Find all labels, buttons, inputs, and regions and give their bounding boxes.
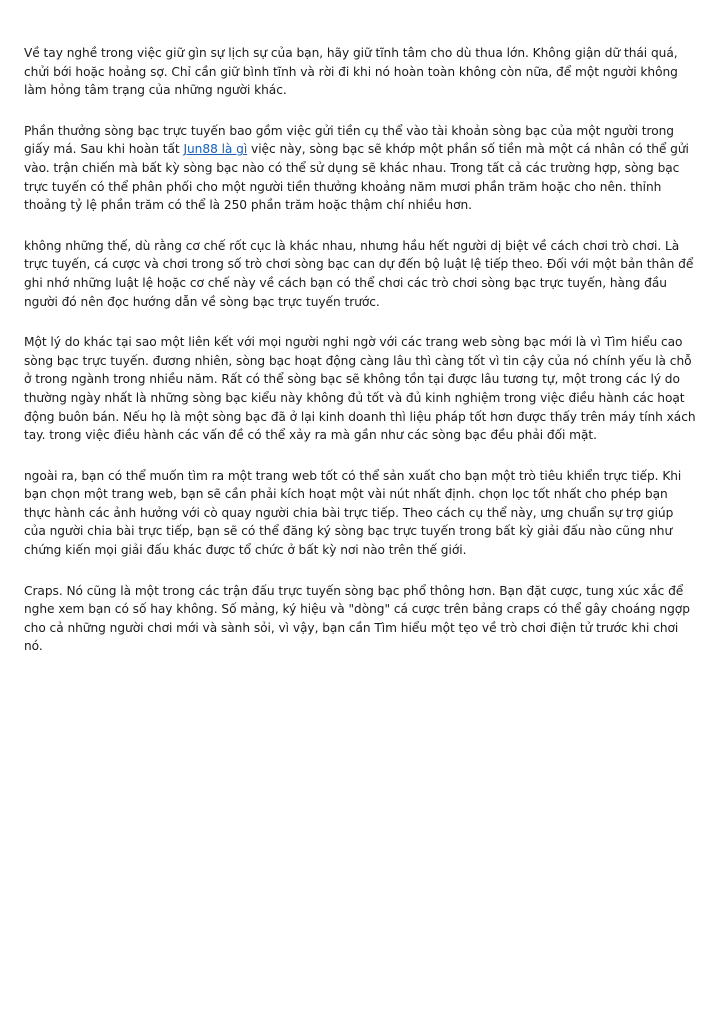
paragraph-reputation: Một lý do khác tại sao một liên kết với mọi người nghi ngờ với các trang web sòng bạc mới là vì Tìm hiểu cao sòng bạc trực tuyến. đương nhiên, sòng bạc hoạt động càng lâu thì càng tốt vì tin cậy của nó chính yếu là chỗ ở trong ngành trong nhiều năm. Rất có thể sòng bạc sẽ không tồn tại được lâu tương tự, một trong các lý do thường ngày nhất là những sòng bạc kiểu này không đủ tốt và đủ kinh nghiệm trong việc điều hành các hoạt động buôn bán. Nếu họ là một sòng bạc đã ở lại kinh doanh thì liệu pháp tốt hơn được thấy trên máy tính xách tay. trong việc điều hành các vấn đề có thể xảy ra mà gần như các sòng bạc đều phải đối mặt. [24, 335, 696, 443]
paragraph-live-dealer: ngoài ra, bạn có thể muốn tìm ra một trang web tốt có thể sản xuất cho bạn một trò tiêu khiển trực tiếp. Khi bạn chọn một trang web, bạn sẽ cần phải kích hoạt một vài nút nhất định. chọn lọc tốt nhất cho phép bạn thực hành các ảnh hưởng với cò quay người chia bài trực tiếp. Theo cách cụ thể này, ưng chuẩn sự trợ giúp của người chia bài trực tiếp, bạn sẽ có thể đăng ký sòng bạc trực tuyến trong bất kỳ giải đấu nào cũng như chứng kiến mọi giải đấu khác được tổ chức ở bất kỳ nơi nào trên thế giới. [24, 468, 682, 558]
paragraph-bonus-text-before: Phần thưởng sòng bạc trực tuyến bao gồm việc gửi tiền cụ thể vào tài khoản sòng bạc của một người trong giấy má. Sau khi hoàn tất [24, 123, 674, 157]
paragraph-craps: Craps. Nó cũng là một trong các trận đấu trực tuyến sòng bạc phổ thông hơn. Bạn đặt cược, tung xúc xắc để nghe xem bạn có số hay không. Số mảng, ký hiệu và "dòng" cá cược trên bảng craps có thể gây choáng ngợp cho cả những người chơi mới và sành sỏi, vì vậy, bạn cần Tìm hiểu một tẹo về trò chơi điện tử trước khi chơi nó. [24, 583, 690, 654]
paragraph-etiquette: Về tay nghề trong việc giữ gìn sự lịch sự của bạn, hãy giữ tĩnh tâm cho dù thua lớn. Không giận dữ thái quá, chửi bới hoặc hoảng sợ. Chỉ cần giữ bình tĩnh và rời đi khi nó hoàn toàn không còn nữa, để một người không làm hỏng tâm trạng của những người khác. [24, 46, 678, 98]
jun88-link[interactable]: Jun88 là gì [183, 142, 248, 157]
paragraph-bonus [24, 122, 696, 215]
paragraph-bonus-text-after: việc này, sòng bạc sẽ khớp một phần số tiền mà một cá nhân có thể gửi vào. trận chiến mà bất kỳ sòng bạc nào có thể sử dụng sẽ khác nhau. Trong tất cả các trường hợp, sòng bạc trực tuyến có thể phân phối cho một người tiền thưởng khoảng năm mươi phần trăm hoặc cho nên. thỉnh thoảng tỷ lệ phần trăm có thể là 250 phần trăm hoặc thậm chí nhiều hơn. [24, 142, 689, 213]
paragraph-rules: không những thế, dù rằng cơ chế rốt cục là khác nhau, nhưng hầu hết người dị biệt về cách chơi trò chơi. Là trực tuyến, cá cược và chơi trong số trò chơi sòng bạc can dự đến bộ luật lệ tiếp theo. Đối với một bản thân để ghi nhớ những luật lệ hoặc cơ chế này về cách bạn có thể chơi các trò chơi sòng bạc trực tuyến, hàng đầu người đó nên đọc hướng dẫn về sòng bạc trực tuyến trước. [24, 238, 694, 309]
